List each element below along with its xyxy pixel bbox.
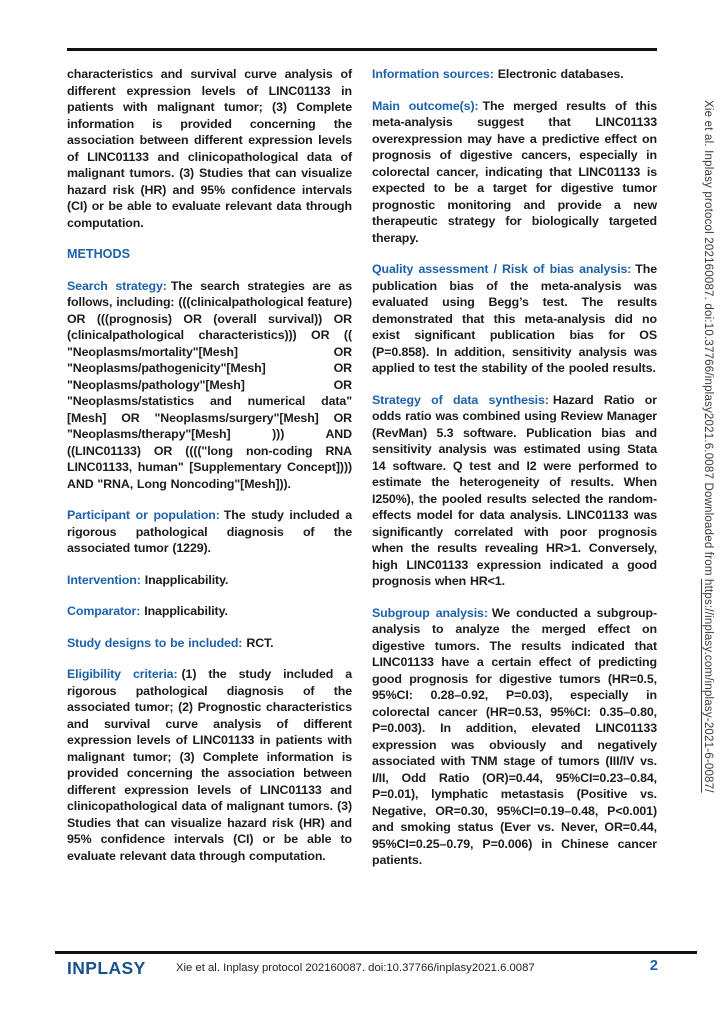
section-quality-assessment (372, 261, 657, 377)
section-subgroup-analysis (372, 605, 657, 869)
section-eligibility-criteria (67, 666, 352, 864)
section-participant-or-population (67, 507, 352, 557)
intro-continuation-paragraph: characteristics and survival curve analysis of different expression levels of LINC01133 in patients with malignant tumor; (3) Complete information is provided concerning the association between different expression levels of LINC01133 and clinicopathological data of malignant tumors. (3) Studies that can visualize hazard risk (HR) and 95% confidence intervals (CI) or be able to evaluate relevant data through computation. (67, 67, 352, 230)
section-text: RCT. (246, 635, 274, 650)
section-text: The publication bias of the meta-analysis was evaluated using Begg’s test. The results demonstrated that this meta-analysis did no exist significant publication bias for OS (P=0.858). In addition, sensitivity analysis was applied to test the stability of the pooled results. (372, 262, 657, 375)
sidebar-download-link[interactable]: https://inplasy.com/inplasy-2021-6-0087/ (702, 579, 714, 793)
section-study-designs (67, 635, 352, 652)
section-label: Quality assessment / Risk of bias analysis: (372, 262, 632, 276)
section-label: Participant or population: (67, 508, 220, 522)
section-text: Electronic databases. (497, 67, 624, 81)
section-label: Strategy of data synthesis: (372, 392, 549, 407)
sidebar-citation-text: Xie et al. Inplasy protocol 202160087. doi:10.37766/inplasy2021.6.0087 Downloaded from (702, 100, 714, 580)
section-main-outcomes (372, 98, 657, 247)
section-label: Subgroup analysis: (372, 605, 488, 620)
top-rule (67, 48, 657, 51)
section-text: Inapplicability. (144, 572, 229, 587)
section-label: Intervention: (67, 572, 141, 587)
right-column (372, 66, 657, 884)
section-text: (1) the study included a rigorous pathological diagnosis of the associated tumor; (2) Prognostic characteristics and survival curve analysis of different expression levels of LINC01133 in patients with malignant tumor; (3) Complete information is provided concerning the association between different expression levels of LINC01133 and clinicopathological data of malignant tumors. (3) Studies that can visualize hazard risk (HR) and 95% confidence intervals (CI) or be able to evaluate relevant data through computation. (67, 667, 352, 863)
section-label: Comparator: (67, 604, 141, 618)
section-comparator (67, 603, 352, 620)
section-label: Information sources: (372, 67, 494, 81)
section-text: The study included a rigorous pathological diagnosis of the associated tumor (1229). (67, 508, 352, 555)
section-text: We conducted a subgroup-analysis to analyze the merged effect on digestive tumors. The results indicated that LINC01133 have a certain effect of predicting good prognosis for digestive tumors (HR=0.5, 95%CI: 0.28–0.92, P=0.03), especially in colorectal cancer (HR=0.53, 95%CI: 0.35–0.80, P=0.003). In addition, elevated LINC01133 expression was obviously and negatively associated with TNM stage of tumors (III/IV vs. I/II, Odd Ratio (OR)=0.44, 95%CI=0.23–0.84, P=0.01), lymphatic metastasis (Positive vs. Negative, OR=0.30, 95%CI=0.19–0.48, P<0.001) and smoking status (Ever vs. Never, OR=0.44, 95%CI=0.25–0.79, P=0.006) in Chinese cancer patients. (372, 605, 658, 867)
section-text: The search strategies are as follows, including: (((clinicalpathological feature) OR (((prognosis) OR (overall survival)) OR (clinicalpathological characteristics))) OR (( "Neoplasms/mortality"[Mesh] OR "Neoplasms/pathogenicity"[Mesh] OR "Neoplasms/pathology"[Mesh] OR "Neoplasms/statistics and numerical data"[Mesh] OR "Neoplasms/surgery"[Mesh] OR "Neoplasms/therapy"[Mesh] ))) AND ((LINC01133) OR (((("long non-coding RNA LINC01133, human" [Supplementary Concept]))) AND "RNA, Long Noncoding"[Mesh])). (67, 278, 352, 491)
section-label: Study designs to be included: (67, 635, 243, 650)
section-information-sources (372, 66, 657, 83)
left-column (67, 66, 352, 884)
section-text: The merged results of this meta-analysis suggest that LINC01133 overexpression may have a predictive effect on prognosis of digestive cancers, especially in colorectal cancer, indicating that LINC01133 is expected to be a target for digestive tumor prognostic monitoring and provide a new therapeutic strategy for biologically targeted therapy. (372, 98, 657, 245)
page-number: 2 (649, 958, 658, 974)
section-label: Main outcome(s): (372, 98, 479, 113)
footer-citation: Xie et al. Inplasy protocol 202160087. doi:10.37766/inplasy2021.6.0087 (176, 962, 535, 974)
section-label: Eligibility criteria: (67, 667, 178, 681)
section-search-strategy (67, 278, 352, 493)
section-intervention (67, 572, 352, 589)
inplasy-logo: INPLASY (67, 958, 146, 978)
vertical-citation-sidebar (701, 100, 715, 1000)
section-strategy-of-data-synthesis (372, 392, 657, 590)
footer-rule (55, 951, 697, 954)
section-label: Search strategy: (67, 278, 167, 293)
methods-heading: METHODS (67, 247, 130, 261)
two-column-text (67, 66, 657, 884)
section-text: Inapplicability. (144, 604, 228, 618)
section-text: Hazard Ratio or odds ratio was combined using Review Manager (RevMan) 5.3 software. Publication bias and sensitivity analysis was estimated using Stata 14 software. Q test and I2 were performed to estimate the heterogeneity of results. When I250%), the pooled results selected the random-effects model for data analysis. LINC01133 was significantly correlated with poor prognosis when the results revealing HR>1. Conversely, high LINC01133 expression indicated a good prognosis when HR<1. (372, 392, 657, 588)
